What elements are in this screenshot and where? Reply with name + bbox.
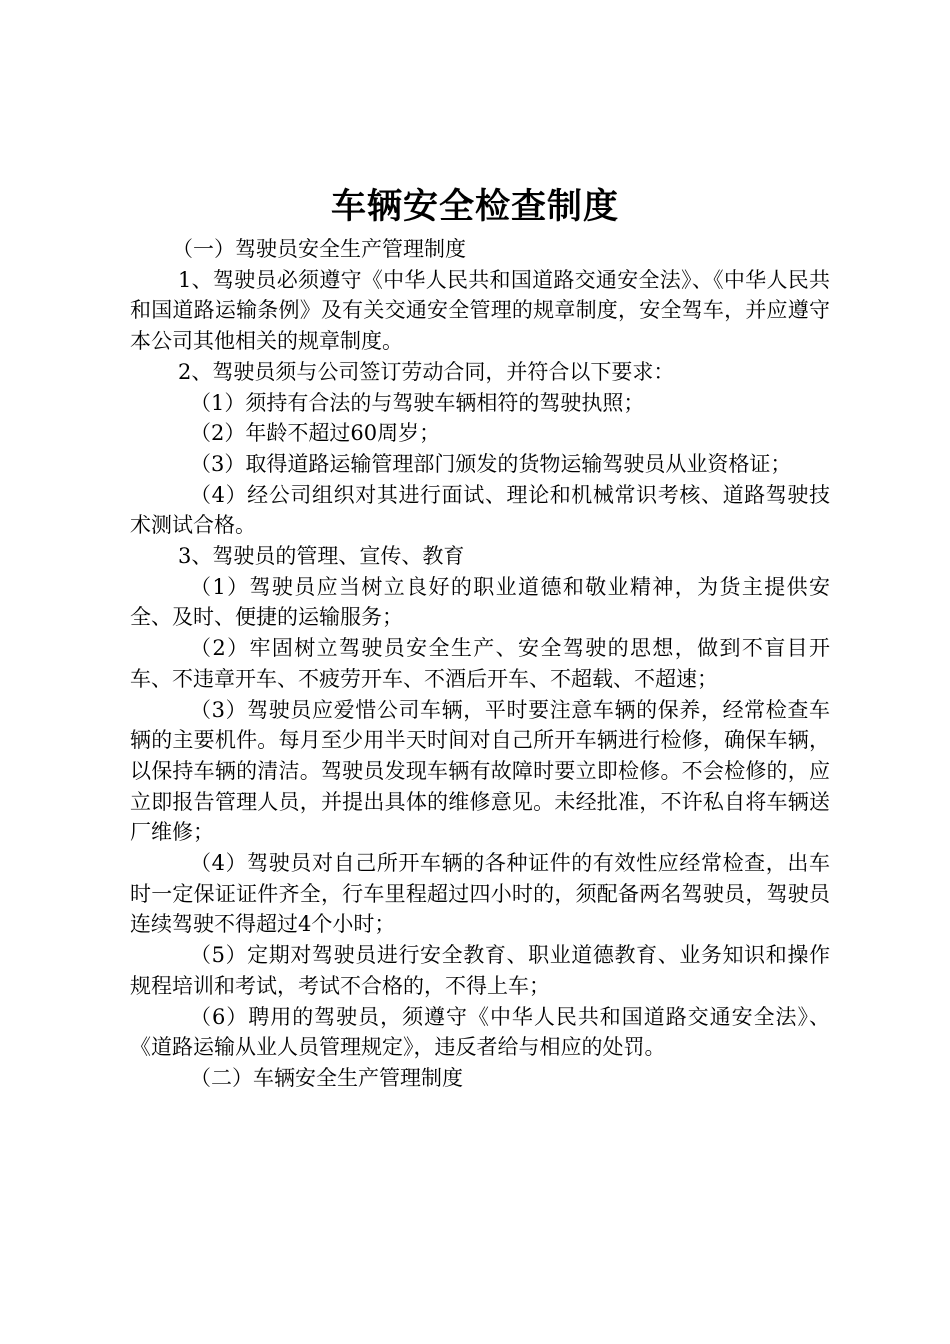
paragraph-subitem-3-1: （1）驾驶员应当树立良好的职业道德和敬业精神，为货主提供安全、及时、便捷的运输服务；: [130, 574, 830, 630]
document-body: [130, 234, 830, 1094]
paragraph-subitem-3-4: （4）驾驶员对自己所开车辆的各种证件的有效性应经常检查，出车时一定保证证件齐全，行车里程超过四小时的，须配备两名驾驶员，驾驶员连续驾驶不得超过4个小时；: [130, 851, 830, 937]
section-heading-2: （二）车辆安全生产管理制度: [190, 1065, 463, 1090]
paragraph-subitem-2-2: （2）年龄不超过60周岁；: [190, 421, 441, 446]
section-heading-1: （一）驾驶员安全生产管理制度: [172, 237, 466, 261]
paragraph-subitem-3-6: （6）聘用的驾驶员，须遵守《中华人民共和国道路交通安全法》、《道路运输从业人员管理规定》，违反者给与相应的处罚。: [130, 1004, 830, 1060]
document-title: 车辆安全检查制度: [330, 186, 619, 227]
paragraph-subitem-2-3: （3）取得道路运输管理部门颁发的货物运输驾驶员从业资格证；: [190, 451, 792, 476]
paragraph-subitem-3-5: （5）定期对驾驶员进行安全教育、职业道德教育、业务知识和操作规程培训和考试，考试不合格的，不得上车；: [130, 943, 830, 998]
paragraph-item-2: 2、驾驶员须与公司签订劳动合同，并符合以下要求：: [178, 359, 675, 384]
paragraph-subitem-3-2: （2）牢固树立驾驶员安全生产、安全驾驶的思想，做到不盲目开车、不违章开车、不疲劳开车、不酒后开车、不超载、不超速；: [130, 636, 830, 691]
paragraph-subitem-2-1: （1）须持有合法的与驾驶车辆相符的驾驶执照；: [190, 390, 645, 415]
paragraph-item-3: 3、驾驶员的管理、宣传、教育: [178, 544, 465, 569]
paragraph-subitem-3-3: （3）驾驶员应爱惜公司车辆，平时要注意车辆的保养，经常检查车辆的主要机件。每月至少用半天时间对自己所开车辆进行检修，确保车辆，以保持车辆的清洁。驾驶员发现车辆有故障时要立即检修。不会检修的，应立即报告管理人员，并提出具体的维修意见。未经批准，不许私自将车辆送厂维修；: [130, 697, 830, 845]
paragraph-item-1: 1、驾驶员必须遵守《中华人民共和国道路交通安全法》、《中华人民共和国道路运输条例》及有关交通安全管理的规章制度，安全驾车，并应遵守本公司其他相关的规章制度。: [130, 267, 830, 354]
paragraph-subitem-2-4: （4）经公司组织对其进行面试、理论和机械常识考核、道路驾驶技术测试合格。: [130, 482, 830, 538]
